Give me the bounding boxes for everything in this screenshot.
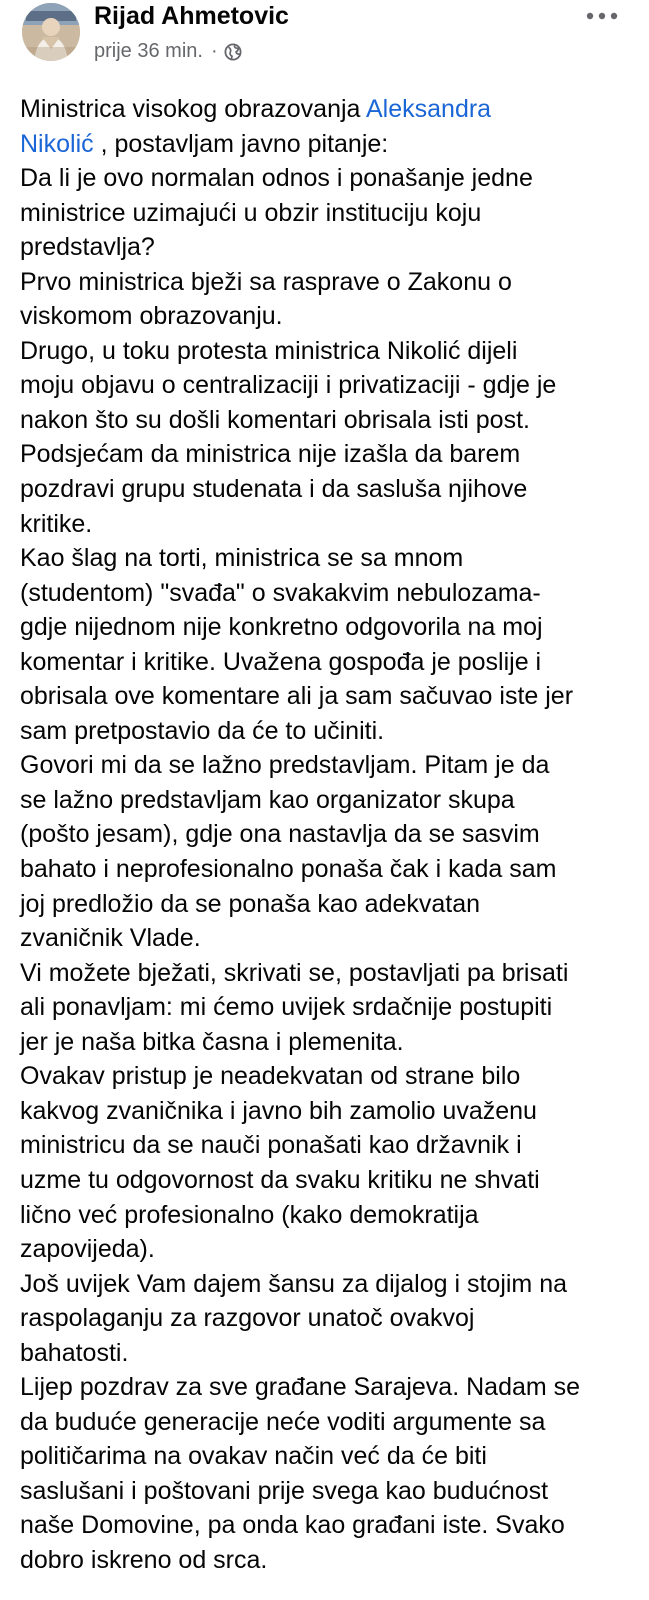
- post-line: raspolaganju za razgovor unatoč ovakvoj: [20, 1304, 475, 1333]
- post-line: uzme tu odgovornost da svaku kritiku ne shvati: [20, 1165, 540, 1194]
- post-line: dobro iskreno od srca.: [20, 1545, 268, 1574]
- post-line: bahatosti.: [20, 1338, 129, 1367]
- post-text-segment: Ministrica visokog obrazovanja: [20, 95, 366, 123]
- more-options-button[interactable]: [582, 6, 622, 26]
- post-line: (pošto jesam), gdje ona nastavlja da se sasvim: [20, 820, 540, 849]
- post-line: Podsjećam da ministrica nije izašla da barem: [20, 440, 521, 469]
- post-line: Prvo ministrica bježi sa rasprave o Zakonu o: [20, 267, 512, 296]
- mention-link[interactable]: Aleksandra: [366, 95, 492, 123]
- post-line: Drugo, u toku protesta ministrica Nikolić dijeli: [20, 336, 518, 365]
- post-line: političarima na ovakav način već da će biti: [20, 1442, 487, 1471]
- mention-link[interactable]: Nikolić: [20, 129, 94, 158]
- post-line: kakvog zvaničnika i javno bih zamolio uvaženu: [20, 1096, 537, 1125]
- meta-separator: ·: [210, 40, 218, 62]
- post-line: se lažno predstavljam kao organizator skupa: [20, 785, 515, 814]
- post-line: [20, 92, 635, 127]
- post-line: kritike.: [20, 509, 93, 538]
- post-header: [0, 0, 649, 72]
- post-line: viskomom obrazovanju.: [20, 302, 283, 331]
- post-line: (studentom) "svađa" o svakakvim nebulozama-: [20, 578, 541, 607]
- post-line: pozdravi grupu studenata i da sasluša njihove: [20, 475, 528, 504]
- post-line: Da li je ovo normalan odnos i ponašanje jedne: [20, 164, 533, 193]
- post-text-segment: , postavljam javno pitanje:: [93, 129, 389, 158]
- post-line: obrisala ove komentare ali ja sam sačuvao iste jer: [20, 682, 574, 711]
- post-line: nakon što su došli komentari obrisala isti post.: [20, 405, 530, 434]
- more-horizontal-icon: [582, 6, 622, 26]
- post-line: predstavlja?: [20, 233, 155, 262]
- post-line: gdje nijednom nije konkretno odgovorila na moj: [20, 613, 543, 642]
- post-line: bahato i neprofesionalno ponaša čak i kada sam: [20, 855, 557, 884]
- author-name[interactable]: Rijad Ahmetovic: [94, 2, 289, 30]
- post-line: ministrice uzimajući u obzir instituciju koju: [20, 198, 482, 227]
- post-line: [20, 127, 635, 162]
- post-line: ministricu da se nauči ponašati kao državnik i: [20, 1131, 522, 1160]
- avatar[interactable]: [22, 3, 80, 61]
- post-line: naše Domovine, pa onda kao građani iste. Svako: [20, 1511, 565, 1540]
- post-line: zapovijeda).: [20, 1235, 155, 1264]
- post-line: moju objavu o centralizaciji i privatizaciji - gdje je: [20, 371, 557, 400]
- post-line: sam pretpostavio da će to učiniti.: [20, 716, 385, 745]
- post-line: lično već profesionalno (kako demokratija: [20, 1200, 479, 1229]
- post-line: Ovakav pristup je neadekvatan od strane bilo: [20, 1062, 521, 1091]
- post-line: ali ponavljam: mi ćemo uvijek srdačnije postupiti: [20, 993, 553, 1022]
- post-line: Govori mi da se lažno predstavljam. Pitam je da: [20, 751, 550, 780]
- post-line: Kao šlag na torti, ministrica se sa mnom: [20, 544, 464, 573]
- post-meta: [94, 40, 242, 63]
- post-line: komentar i kritike. Uvažena gospođa je poslije i: [20, 647, 542, 676]
- avatar-image: [22, 3, 80, 61]
- post-text: [20, 92, 635, 1578]
- post-line: saslušani i poštovani prije svega kao budućnost: [20, 1476, 549, 1505]
- post-line: Vi možete bježati, skrivati se, postavljati pa brisati: [20, 958, 569, 987]
- post-line: Još uvijek Vam dajem šansu za dijalog i stojim na: [20, 1269, 568, 1298]
- globe-icon[interactable]: [224, 43, 242, 61]
- post-line: Lijep pozdrav za sve građane Sarajeva. Nadam se: [20, 1373, 581, 1402]
- post-line: joj predložio da se ponaša kao adekvatan: [20, 889, 481, 918]
- post-line: da buduće generacije neće voditi argumente sa: [20, 1407, 546, 1436]
- post-time[interactable]: prije 36 min.: [94, 40, 203, 62]
- post-line: jer je naša bitka časna i plemenita.: [20, 1027, 404, 1056]
- post-line: zvaničnik Vlade.: [20, 924, 201, 953]
